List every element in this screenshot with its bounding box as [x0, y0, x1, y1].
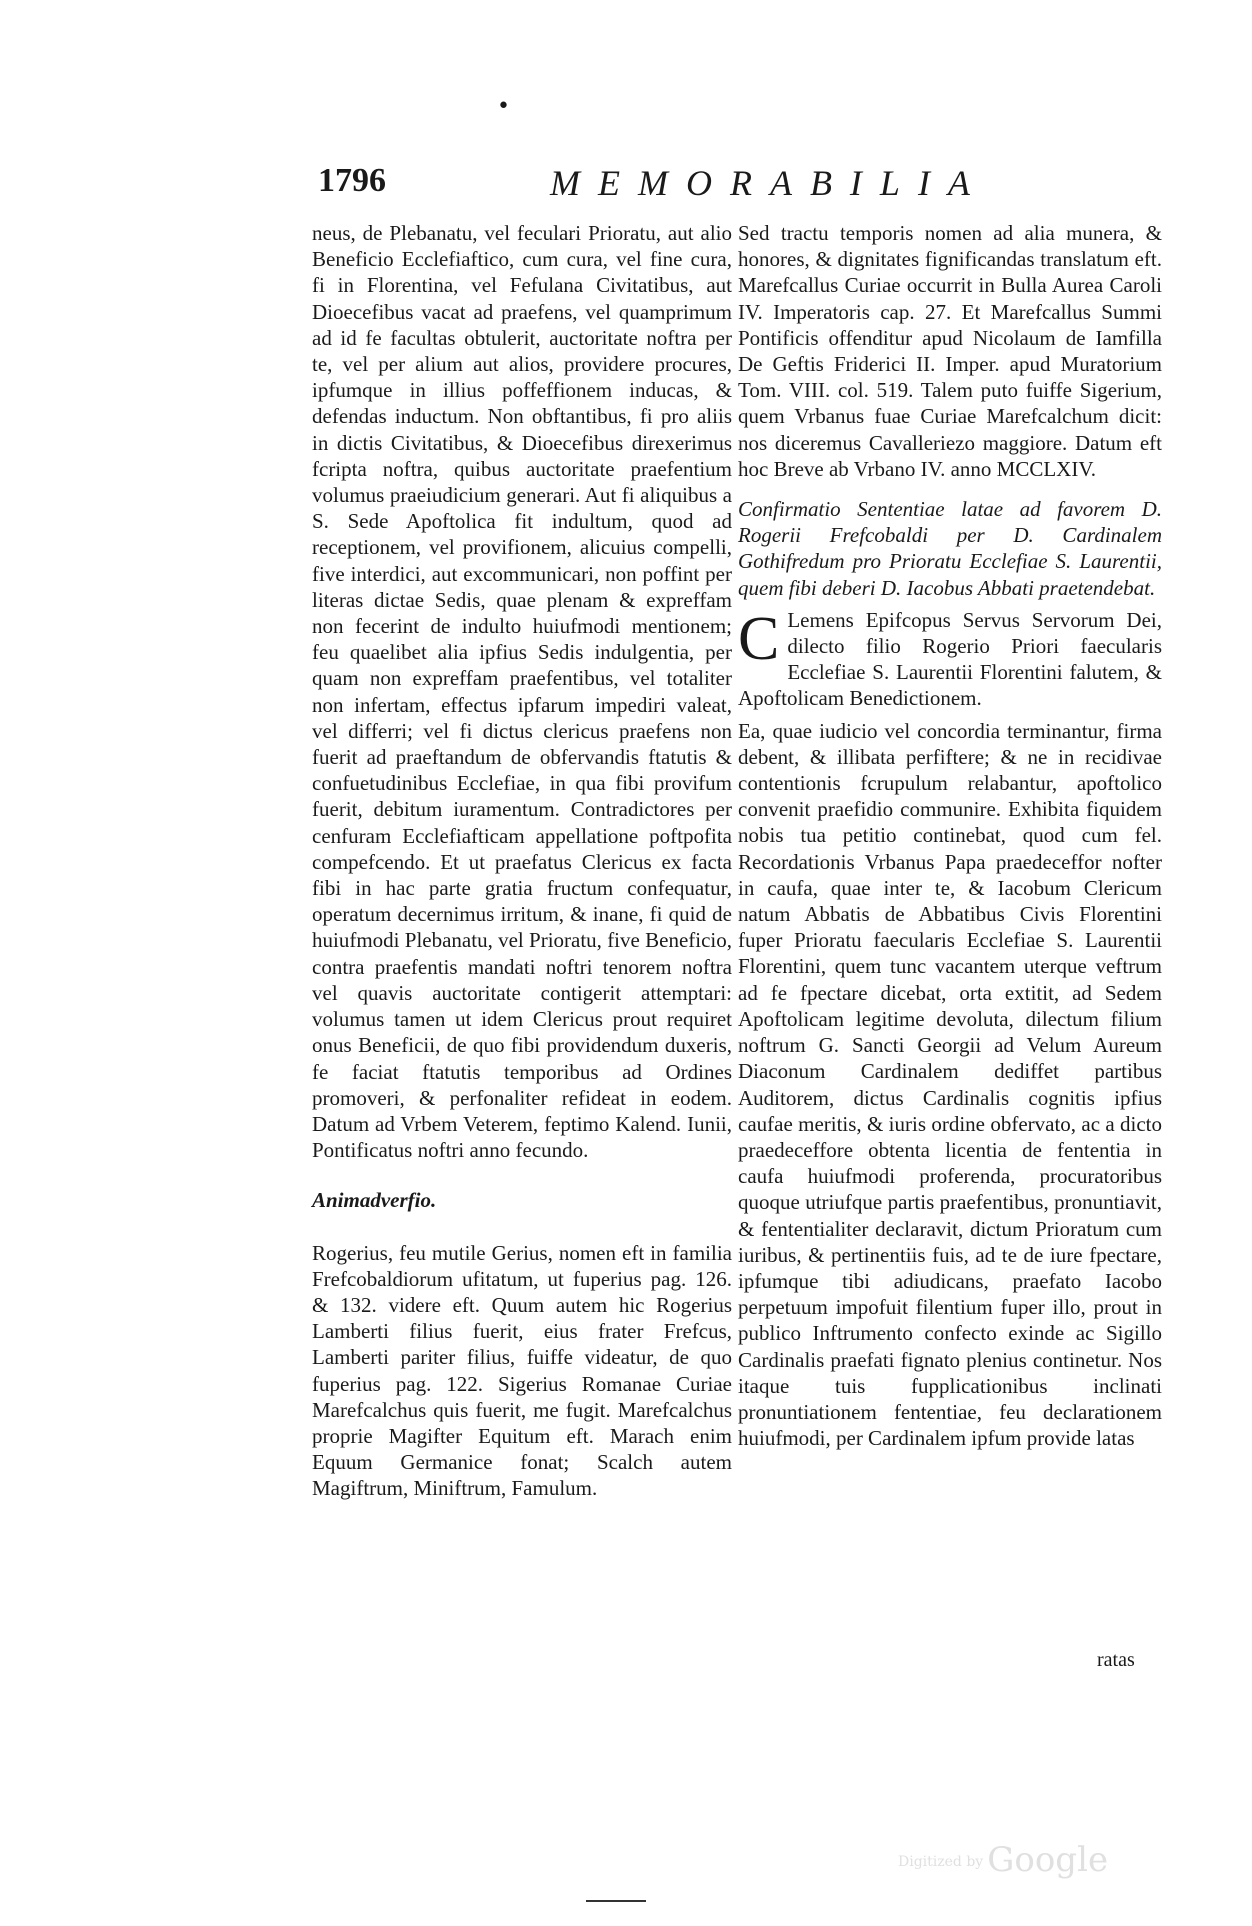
watermark-prefix: Digitized by	[898, 1854, 984, 1870]
digitization-watermark	[898, 1840, 1108, 1880]
letter-opening	[738, 604, 1162, 712]
bottom-rule	[586, 1900, 646, 1902]
note-heading: Animadverfio.	[312, 1188, 437, 1213]
right-column	[738, 220, 1162, 1451]
page-number: 1796	[318, 162, 386, 199]
running-title: MEMORABILIA	[550, 163, 988, 203]
left-column	[312, 220, 732, 1502]
letter-body: Ea, quae iudicio vel concordia terminantur, firma debent, & illibata perfiftere; & ne in recidivae contentionis fcrupulum relabantur, apoftolico convenit praefidio communire. Exhibita fiquidem nobis tua petitio continebat, quod cum fel. Recordationis Vrbanus Papa praedeceffor nofter in caufa, quae inter te, & Iacobum Clericum natum Abbatis de Abbatibus Civis Florentini fuper Prioratu faecularis Ecclefiae S. Laurentii Florentini, quem tunc vacantem uterque veftrum ad fe fpectare dicebat, orta extitit, ad Sedem Apoftolicam legitime devoluta, dilectum filium noftrum G. Sancti Georgii ad Velum Aureum Diaconum Cardinalem dediffet partibus Auditorem, dictus Cardinalis cognitis ipfius caufae meritis, & iuris ordine obfervato, ac a dicto praedeceffore obtenta licentia de fententia in caufa huiufmodi proferenda, procuratoribus quoque utriufque partis praefentibus, pronuntiavit, & fententialiter declaravit, dictum Prioratum cum iuribus, & pertinentiis fuis, ad te de iure fpectare, ipfumque tibi adiudicans, praefato Iacobo perpetuum impofuit filentium fuper illo, prout in publico Inftrumento confecto exinde ac Sigillo Cardinalis praefati fignato plenius continetur. Nos itaque tuis fupplicationibus inclinati pronuntiationem fententiae, feu declarationem huiufmodi, per Cardinalem ipfum provide latas	[738, 718, 1162, 1451]
page-header	[300, 160, 988, 204]
opening-text: Lemens Epifcopus Servus Servorum Dei, dilecto filio Rogerio Priori faecularis Ecclefiae S. Laurentii Florentini falutem, & Apoftolicam Benedictionem.	[738, 607, 1162, 711]
drop-initial: C	[738, 604, 780, 673]
annotation-text: Rogerius, feu mutile Gerius, nomen eft in familia Frefcobaldiorum ufitatum, ut fuperius pag. 126. & 132. videre eft. Quum autem hic Rogerius Lamberti filius fuerit, eius frater Frefcus, Lamberti pariter filius, fuiffe videatur, de quo fuperius pag. 122. Sigerius Romanae Curiae Marefcalchus quis fuerit, me fugit. Marefcalchus proprie Magifter Equitum eft. Marach enim Equum Germanice fonat; Scalch autem Magiftrum, Miniftrum, Famulum.	[312, 1240, 732, 1501]
top-mark: •	[497, 94, 510, 119]
annotation-continued: Sed tractu temporis nomen ad alia munera, & honores, & dignitates fignificandas translatum eft. Marefcallus Curiae occurrit in Bulla Aurea Caroli IV. Imperatoris cap. 27. Et Marefcallus Summi Pontificis offenditur apud Nicolaum de Iamfilla De Geftis Friderici II. Imper. apud Muratorium Tom. VIII. col. 519. Talem puto fuiffe Sigerium, quem Vrbanus fuae Curiae Marefcalchum dicit: nos diceremus Cavalleriezo maggiore. Datum eft hoc Breve ab Vrbano IV. anno MCCLXIV.	[738, 221, 1162, 481]
watermark-brand: Google	[987, 1840, 1109, 1880]
document-summary: Confirmatio Sententiae latae ad favorem D. Rogerii Frefcobaldi per D. Cardinalem Gothifredum pro Prioratu Ecclefiae S. Laurentii, quem fibi deberi D. Iacobus Abbati praetendebat.	[738, 497, 1162, 600]
catchword: ratas	[1097, 1649, 1135, 1671]
letter-body-continued: neus, de Plebanatu, vel feculari Prioratu, aut alio Beneficio Ecclefiaftico, cum cura, vel fine cura, fi in Florentina, vel Fefulana Civitatibus, aut Dioecefibus vacat ad praefens, vel quamprimum ad id fe facultas obtulerit, auctoritate noftra per te, vel per alium aut alios, providere procures, ipfumque in illius poffeffionem inducas, & defendas inductum. Non obftantibus, fi pro aliis in dictis Civitatibus, & Dioecefibus direxerimus fcripta noftra, quibus auctoritate praefentium volumus praeiudicium generari. Aut fi aliquibus a S. Sede Apoftolica fit indultum, quod ad receptionem, vel provifionem, alicuius compelli, five interdici, aut excommunicari, non poffint per literas dictae Sedis, quae plenam & expreffam non fecerint de indulto huiufmodi mentionem; feu quaelibet alia ipfius Sedis indulgentia, per quam non expreffam praefentibus, vel totaliter non infertam, effectus ipfarum impediri valeat, vel differri; vel fi dictus clericus praefens non fuerit ad praeftandum de obfervandis ftatutis & confuetudinibus Ecclefiae, in qua fibi provifum fuerit, debitum iuramentum. Contradictores per cenfuram Ecclefiafticam appellatione poftpofita compefcendo. Et ut praefatus Clericus ex facta fibi in hac parte gratia fructum confequatur, operatum decernimus irritum, & inane, fi quid de huiufmodi Plebanatu, vel Prioratu, five Beneficio, contra praefentis mandati noftri tenorem noftra vel quavis auctoritate contigerit attemptari: volumus tamen ut idem Clericus prout requiret onus Beneficii, de quo fibi providendum duxeris, fe faciat ftatutis temporibus ad Ordines promoveri, & perfonaliter refideat in eodem. Datum ad Vrbem Veterem, feptimo Kalend. Iunii, Pontificatus noftri anno fecundo.	[312, 221, 732, 1163]
